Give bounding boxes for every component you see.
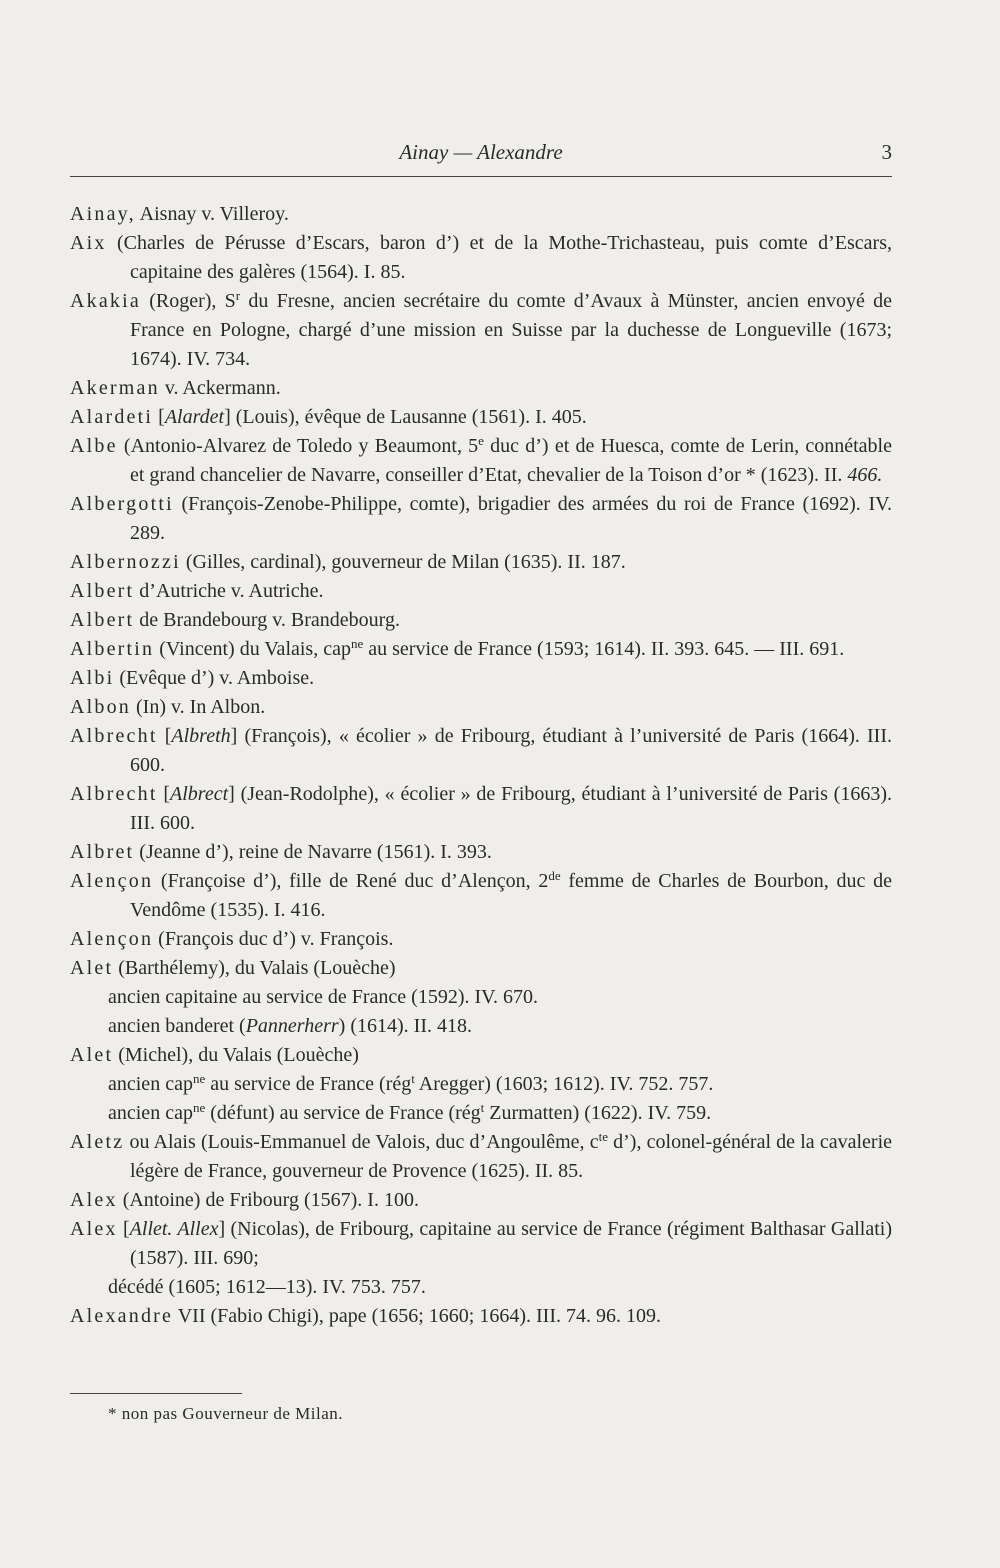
index-entry: Alex [Allet. Allex] (Nicolas), de Fribourg, capitaine au service de France (régiment Balthasar Gallati) (1587). III. 690; [70,1218,892,1269]
footnote-rule [70,1393,242,1394]
index-entry: Albret (Jeanne d’), reine de Navarre (1561). I. 393. [70,841,492,863]
index-entry: Albernozzi (Gilles, cardinal), gouverneur de Milan (1635). II. 187. [70,551,626,573]
alternate-spelling: Allet. Allex [129,1218,219,1240]
alternate-spelling: Albreth [171,725,231,747]
sub-entry: ancien banderet (Pannerherr) (1614). II. 418. [108,1015,472,1037]
page-number: 3 [881,140,892,164]
index-entry: Albergotti (François-Zenobe-Philippe, comte), brigadier des armées du roi de France (1692). IV. 289. [70,493,892,544]
index-entry: Alardeti [Alardet] (Louis), évêque de Lausanne (1561). I. 405. [70,406,587,428]
headword: Albret [70,841,135,863]
sub-entry: décédé (1605; 1612—13). IV. 753. 757. [108,1276,426,1298]
headword: Albergotti [70,493,174,515]
headword: Alençon [70,870,154,892]
headword: Alexandre [70,1305,174,1327]
index-entry: Albrecht [Albrect] (Jean-Rodolphe), « écolier » de Fribourg, étudiant à l’université de Paris (1663). III. 600. [70,783,892,834]
index-entry: Akakia (Roger), $S^r$ du Fresne, ancien secrétaire du comte d’Avaux à Münster, ancien envoyé de France en Pologne, chargé d’une mission en Suisse par la duchesse de Longueville (1673; 1674). IV. 734. [70,288,892,370]
headword: Alardeti [70,406,154,428]
index-entry: Alex (Antoine) de Fribourg (1567). I. 100. [70,1189,419,1211]
headword: Albrecht [70,725,158,747]
index-entry: Aletz ou Alais (Louis-Emmanuel de Valois, duc d’Angoulême, $c^{te}$ d’), colonel-général de la cavalerie légère de France, gouverneur de Provence (1625). II. 85. [70,1129,892,1182]
headword: Alet [70,1044,114,1066]
index-entry: Albert d’Autriche v. Autriche. [70,580,324,602]
sub-entry: ancien cap$^{ne}$ au service de France (rég$^t$ Aregger) (1603; 1612). IV. 752. 757. [108,1071,714,1095]
headword: Aix [70,232,107,254]
headword: Alex [70,1218,118,1240]
headword: Alex [70,1189,118,1211]
headword: Albert [70,609,135,631]
headword: Albon [70,696,131,718]
header-rule [70,176,892,177]
index-entry: Ainay, Aisnay v. Villeroy. [70,203,289,225]
alternate-spelling: Albrect [170,783,229,805]
index-entry: Albe (Antonio-Alvarez de Toledo y Beaumont, 5e duc d’) et de Huesca, comte de Lerin, connétable et grand chancelier de Navarre, conseiller d’Etat, chevalier de la Toison d’or * (1623). II. 466. [70,433,892,486]
headword: Albi [70,667,115,689]
running-title: Ainay — Alexandre [399,140,563,164]
footnote: * non pas Gouverneur de Milan. [108,1404,344,1423]
index-entry: Alençon (Françoise d’), fille de René duc d’Alençon, 2de femme de Charles de Bourbon, duc de Vendôme (1535). I. 416. [70,868,892,921]
index-entry: Alençon (François duc d’) v. François. [70,928,394,950]
index-entry: Aix (Charles de Pérusse d’Escars, baron d’) et de la Mothe-Trichasteau, puis comte d’Escars, capitaine des galères (1564). I. 85. [70,232,892,283]
headword: Albertin [70,638,155,660]
page-header [70,140,892,170]
headword: Albernozzi [70,551,181,573]
headword: Albe [70,435,118,457]
alternate-spelling: Alardet [164,406,225,428]
headword: Ainay, [70,203,136,225]
headword: Akerman [70,377,160,399]
headword: Alet [70,957,114,979]
index-entry: Akerman v. Ackermann. [70,377,281,399]
headword: Aletz [70,1131,125,1153]
headword: Akakia [70,290,141,312]
index-entry: Albon (In) v. In Albon. [70,696,266,718]
headword: Albert [70,580,135,602]
index-entries [70,200,892,1331]
index-entry: Albert de Brandebourg v. Brandebourg. [70,609,400,631]
index-entry: Alexandre VII (Fabio Chigi), pape (1656; 1660; 1664). III. 74. 96. 109. [70,1305,661,1327]
index-entry: Alet (Michel), du Valais (Louèche) [70,1044,359,1066]
index-entry: Albrecht [Albreth] (François), « écolier » de Fribourg, étudiant à l’université de Paris (1664). III. 600. [70,725,892,776]
index-entry: Alet (Barthélemy), du Valais (Louèche) [70,957,396,979]
headword: Albrecht [70,783,158,805]
index-entry: Albertin (Vincent) du Valais, cap$^{ne}$ au service de France (1593; 1614). II. 393. 645. — III. 691. [70,636,845,660]
sub-entry: ancien capitaine au service de France (1592). IV. 670. [108,986,539,1008]
sub-entry: ancien cap$^{ne}$ (défunt) au service de France (rég$^t$ Zurmatten) (1622). IV. 759. [108,1100,712,1124]
headword: Alençon [70,928,154,950]
index-entry: Albi (Evêque d’) v. Amboise. [70,667,315,689]
